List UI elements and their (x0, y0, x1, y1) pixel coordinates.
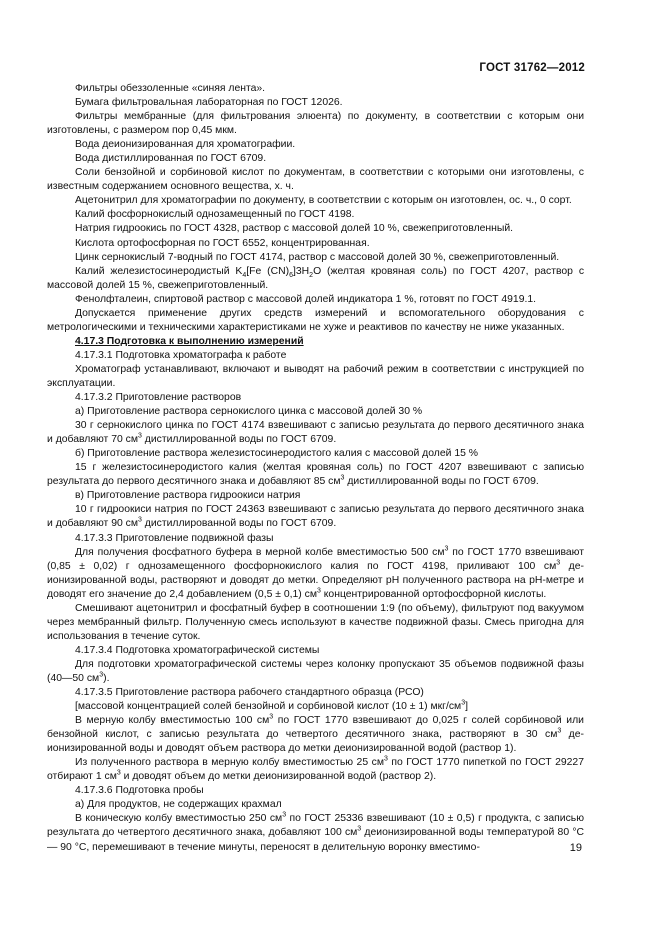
paragraph: Калий фосфорнокислый однозамещенный по ГОСТ 4198. (75, 209, 355, 221)
subsection-heading: 4.17.3.1 Подготовка хроматографа к работе (75, 349, 287, 361)
paragraph: Кислота ортофосфорная по ГОСТ 6552, концентрированная. (75, 237, 370, 249)
subsection-heading: 4.17.3.2 Приготовление растворов (75, 392, 242, 404)
paragraph: Фенолфталеин, спиртовой раствор с массовой долей индикатора 1 %, готовят по ГОСТ 4919.1. (75, 293, 537, 305)
paragraph: Вода деионизированная для хроматографии. (75, 139, 296, 151)
paragraph: Смешивают ацетонитрил и фосфатный буфер в соотношении 1:9 (по объему), фильтруют под вакуумом через мембранный фильтр. Полученную смесь используют в качестве подвижной фазы. Смесь пригодна для использования в течение суток. (47, 602, 584, 642)
subsection-heading: 4.17.3.3 Приготовление подвижной фазы (75, 532, 274, 544)
subsection-heading: 4.17.3.6 Подготовка пробы (75, 785, 204, 797)
section-heading: 4.17.3 Подготовка к выполнению измерений (75, 335, 304, 347)
paragraph: [массовой концентрацией солей бензойной и сорбиновой кислот (10 ± 1) мкг/$см^3$] (75, 699, 468, 713)
paragraph: Калий железистосинеродистый $K_4[Fe$ $(CN)_6]3H_2O$ (желтая кровяная соль) по ГОСТ 4207, раствор с массовой долей 15 %, свежеприготовленный. (47, 265, 585, 291)
paragraph: Ацетонитрил для хроматографии по документу, в соответствии с которым он изготовлен, ос. ч., 0 сорт. (75, 195, 572, 207)
paragraph: Фильтры мембранные (для фильтрования элюента) по документу, в соответствии с которым они изготовлены, с размером пор 0,45 мкм. (47, 111, 584, 137)
page-number: 19 (569, 842, 582, 854)
list-item: а) Приготовление раствора сернокислого цинка с массовой долей 30 % (75, 406, 423, 418)
paragraph: Соли бензойной и сорбиновой кислот по документам, в соответствии с которыми они изготовлены, с известным содержанием основного вещества, х. ч. (47, 167, 584, 193)
paragraph: Бумага фильтровальная лабораторная по ГОСТ 12026. (75, 97, 343, 109)
document-code-header: ГОСТ 31762—2012 (479, 62, 585, 74)
paragraph: Натрия гидроокись по ГОСТ 4328, раствор с массовой долей 10 %, свежеприготовленный. (75, 223, 514, 235)
list-item: в) Приготовление раствора гидроокиси натрия (75, 490, 301, 502)
paragraph: Для получения фосфатного буфера в мерной колбе вместимостью 500 $см^3$ по ГОСТ 1770 взвешивают (0,85 ± 0,02) г однозамещенного фосфорнокислого калия по ГОСТ 4198, приливают 100 $см^3$ де-ионизированной воды, растворяют и доводят до метки. Определяют pH полученного раствора на pH-метре и доводят его значение до 2,4 добавлением (0,5 ± 0,1) $см^3$ концентрированной ортофосфорной кислоты. (47, 545, 585, 600)
paragraph: Хроматограф устанавливают, включают и выводят на рабочий режим в соответствии с инструкцией по эксплуатации. (47, 363, 584, 389)
paragraph: Допускается применение других средств измерений и вспомогательного оборудования с метрологическими и техническими характеристиками не хуже и реактивов по качеству не ниже указанных. (47, 307, 584, 333)
list-item: а) Для продуктов, не содержащих крахмал (75, 799, 282, 811)
list-item: б) Приготовление раствора железистосинеродистого калия с массовой долей 15 % (75, 448, 479, 460)
paragraph: В мерную колбу вместимостью 100 $см^3$ по ГОСТ 1770 взвешивают до 0,025 г солей сорбиновой или бензойной кислот, с записью результата до четвертого десятичного знака, растворяют в 30 $см^3$ де-ионизированной воды и доводят объем раствора до метки деионизированной водой (раствор 1). (47, 713, 584, 755)
document-body (47, 82, 584, 855)
paragraph: Фильтры обеззоленные «синяя лента». (75, 83, 266, 94)
paragraph: 15 г железистосинеродистого калия (желтая кровяная соль) по ГОСТ 4207 взвешивают с записью результата до первого десятичного знака и добавляют 85 $см^3$ дистиллированной воды по ГОСТ 6709. (47, 462, 584, 488)
paragraph: Для подготовки хроматографической системы через колонку пропускают 35 объемов подвижной фазы (40—50 $см^3$). (47, 658, 584, 684)
subsection-heading: 4.17.3.5 Приготовление раствора рабочего стандартного образца (РСО) (75, 687, 424, 699)
paragraph: 10 г гидроокиси натрия по ГОСТ 24363 взвешивают с записью результата до первого десятичного знака и добавляют 90 $см^3$ дистиллированной воды по ГОСТ 6709. (47, 504, 584, 530)
paragraph: Вода дистиллированная по ГОСТ 6709. (75, 153, 267, 165)
paragraph: Из полученного раствора в мерную колбу вместимостью 25 $см^3$ по ГОСТ 1770 пипеткой по ГОСТ 29227 отбирают 1 $см^3$ и доводят объем до метки деионизированной водой (раствор 2). (47, 755, 584, 783)
paragraph: 30 г сернокислого цинка по ГОСТ 4174 взвешивают с записью результата до первого десятичного знака и добавляют 70 $см^3$ дистиллированной воды по ГОСТ 6709. (47, 420, 584, 446)
paragraph: Цинк сернокислый 7-водный по ГОСТ 4174, раствор с массовой долей 30 %, свежеприготовленный. (75, 251, 560, 263)
paragraph: В коническую колбу вместимостью 250 $см^3$ по ГОСТ 25336 взвешивают (10 ± 0,5) г продукта, с записью результата до четвертого десятичного знака, добавляют 100 $см^3$ деионизированной воды температурой 80 °С — 90 °С, перемешивают в течение минуты, переносят в делительную воронку вместимо- (47, 811, 584, 853)
subsection-heading: 4.17.3.4 Подготовка хроматографической системы (75, 644, 320, 656)
